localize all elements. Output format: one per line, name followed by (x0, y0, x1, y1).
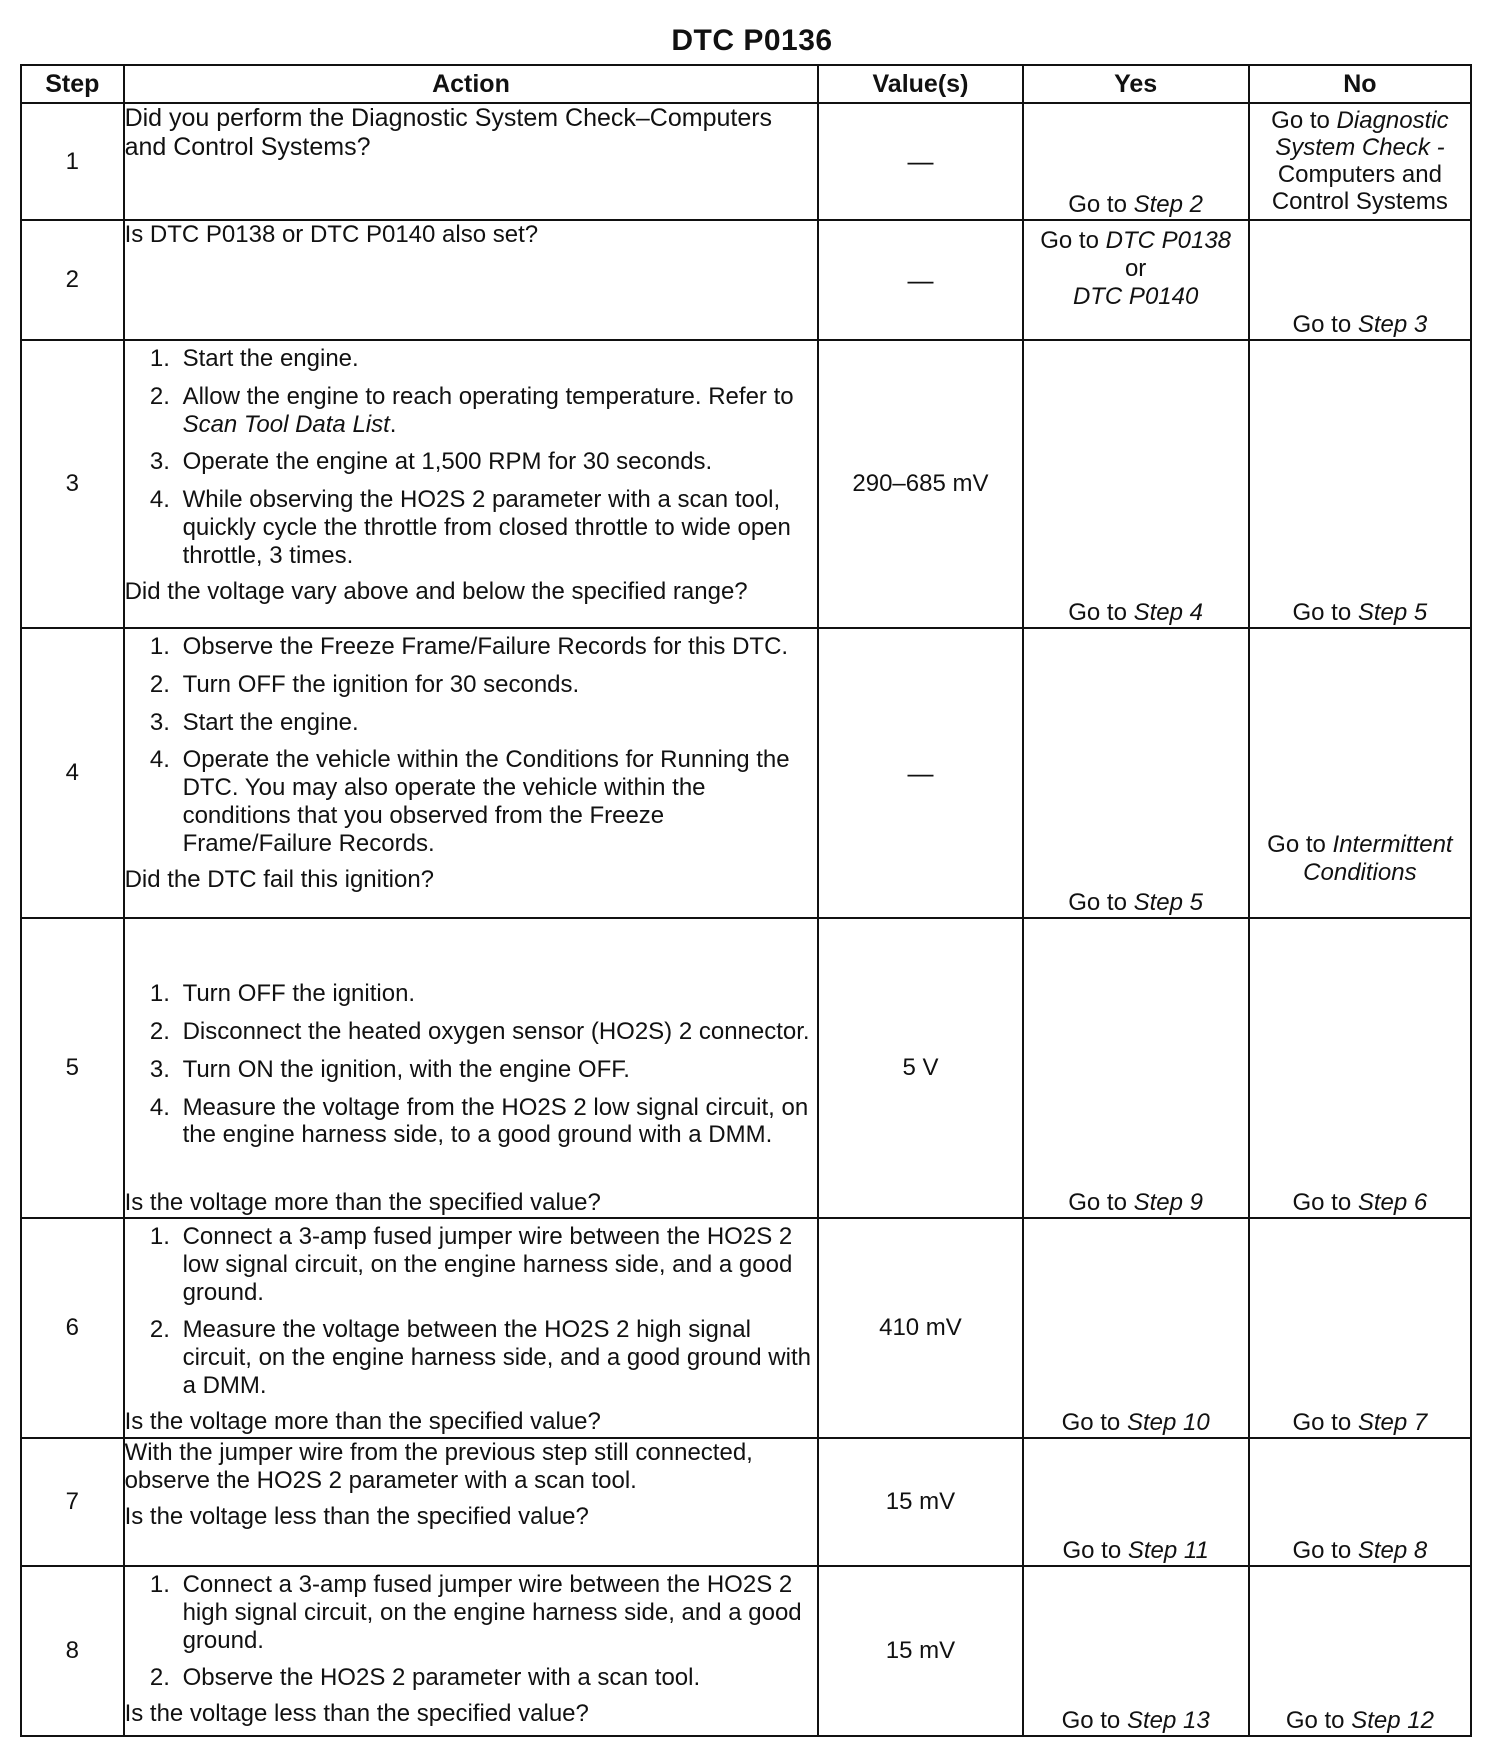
action-question: Did the DTC fail this ignition? (124, 865, 435, 893)
value-text: 410 mV (879, 1314, 962, 1342)
no-link[interactable]: Step 3 (1357, 311, 1428, 339)
action-step: 1. Connect a 3-amp fused jumper wire between the HO2S 2 high signal circuit, on the engine harness side, and a good ground. (177, 1571, 818, 1654)
action-step: 2. Measure the voltage between the HO2S 2 high signal circuit, on the engine harness side, and a good ground with a DMM. (177, 1316, 818, 1399)
header-no: No (1249, 65, 1471, 103)
action-step: 2. Observe the HO2S 2 parameter with a scan tool. (177, 1664, 818, 1692)
no-cell (1249, 103, 1471, 220)
step-number: 2 (21, 220, 124, 340)
action-text: Did you perform the Diagnostic System Check–Computers and Control Systems? (124, 104, 773, 161)
go-to-prefix: Go to (1271, 107, 1330, 134)
value-cell (818, 1438, 1022, 1566)
action-question: Is the voltage less than the specified value? (124, 1502, 589, 1530)
yes-cell (1023, 1218, 1249, 1438)
value-cell (818, 103, 1022, 220)
step-number: 6 (21, 1218, 124, 1438)
action-question: Did the voltage vary above and below the specified range? (124, 577, 748, 605)
no-link[interactable]: Intermittent Conditions (1303, 831, 1453, 887)
yes-cell (1023, 1438, 1249, 1566)
value-text: 5 V (902, 1054, 939, 1082)
step-text-end: . (389, 410, 397, 438)
yes-cell (1023, 220, 1249, 340)
go-to-prefix: Go to (1292, 1409, 1352, 1437)
value-cell (818, 1218, 1022, 1438)
value-cell (818, 220, 1022, 340)
action-step: 3. Start the engine. (177, 709, 818, 737)
or-text: or (1124, 254, 1147, 282)
go-to-prefix: Go to (1267, 831, 1326, 859)
yes-link-alt[interactable]: DTC P0140 (1072, 282, 1199, 310)
yes-cell (1023, 1566, 1249, 1736)
go-to-prefix: Go to (1068, 191, 1127, 219)
value-cell (818, 340, 1022, 628)
step-number: 5 (21, 918, 124, 1218)
yes-link[interactable]: DTC P0138 (1105, 227, 1232, 254)
no-link[interactable]: Step 12 (1351, 1707, 1434, 1735)
action-cell (124, 1438, 819, 1566)
go-to-prefix: Go to (1068, 889, 1127, 917)
go-to-prefix: Go to (1292, 1537, 1352, 1565)
action-steps (125, 980, 818, 1149)
action-cell (124, 340, 819, 628)
no-cell (1249, 1566, 1471, 1736)
yes-cell (1023, 103, 1249, 220)
action-text: With the jumper wire from the previous step still connected, observe the HO2S 2 parameter with a scan tool. (124, 1439, 753, 1494)
no-link-suffix: Computers and Control Systems (1271, 160, 1448, 215)
action-step: 1. Start the engine. (177, 345, 818, 373)
go-to-prefix: Go to (1292, 311, 1352, 339)
header-yes: Yes (1023, 65, 1249, 103)
go-to-prefix: Go to (1292, 1189, 1352, 1217)
action-step: 1. Observe the Freeze Frame/Failure Records for this DTC. (177, 633, 818, 661)
action-step (177, 383, 818, 439)
action-step: 3. Operate the engine at 1,500 RPM for 30 seconds. (177, 448, 818, 476)
go-to-prefix: Go to (1061, 1707, 1121, 1735)
action-cell (124, 628, 819, 918)
value-text: 15 mV (885, 1488, 956, 1516)
value-text: 15 mV (885, 1637, 956, 1665)
action-text: Is DTC P0138 or DTC P0140 also set? (124, 221, 539, 248)
yes-link[interactable]: Step 5 (1133, 889, 1204, 917)
scan-tool-data-list-link[interactable]: Scan Tool Data List (182, 410, 390, 438)
no-link[interactable]: Step 8 (1357, 1537, 1428, 1565)
action-step: 1. Connect a 3-amp fused jumper wire between the HO2S 2 low signal circuit, on the engine harness side, and a good ground. (177, 1223, 818, 1306)
value-text: 290–685 mV (852, 470, 989, 498)
table-row (21, 918, 1471, 1218)
step-number: 4 (21, 628, 124, 918)
no-cell (1249, 340, 1471, 628)
value-cell (818, 1566, 1022, 1736)
table-row (21, 340, 1471, 628)
go-to-prefix: Go to (1068, 1189, 1127, 1217)
yes-link[interactable]: Step 2 (1133, 191, 1204, 219)
diagnostic-table (20, 64, 1472, 1737)
no-link[interactable]: Step 7 (1357, 1409, 1428, 1437)
no-cell (1249, 918, 1471, 1218)
action-cell (124, 918, 819, 1218)
step-text: Allow the engine to reach operating temperature. Refer to (182, 382, 794, 410)
action-cell (124, 103, 819, 220)
yes-link[interactable]: Step 13 (1126, 1707, 1210, 1735)
step-number: 3 (21, 340, 124, 628)
yes-link[interactable]: Step 10 (1126, 1409, 1210, 1437)
table-row (21, 1438, 1471, 1566)
go-to-prefix: Go to (1061, 1409, 1121, 1437)
value-cell (818, 628, 1022, 918)
header-values: Value(s) (818, 65, 1022, 103)
document-title: DTC P0136 (671, 24, 833, 57)
go-to-prefix: Go to (1040, 227, 1099, 254)
yes-cell (1023, 628, 1249, 918)
no-cell (1249, 1218, 1471, 1438)
table-row (21, 103, 1471, 220)
table-row (21, 220, 1471, 340)
value-text: — (907, 757, 934, 788)
value-text: — (907, 264, 934, 295)
no-link[interactable]: Step 5 (1357, 599, 1428, 627)
action-step: 4. Operate the vehicle within the Conditions for Running the DTC. You may also operate the vehicle within the conditions that you observed from the Freeze Frame/Failure Records. (177, 746, 818, 857)
action-question: Is the voltage more than the specified value? (124, 1407, 601, 1435)
action-steps (125, 1223, 818, 1400)
no-link[interactable]: Step 6 (1357, 1189, 1428, 1217)
action-step: 4. While observing the HO2S 2 parameter with a scan tool, quickly cycle the throttle from closed throttle to wide open throttle, 3 times. (177, 486, 818, 569)
header-step: Step (21, 65, 124, 103)
action-cell (124, 1566, 819, 1736)
step-number: 8 (21, 1566, 124, 1736)
go-to-prefix: Go to (1285, 1707, 1345, 1735)
no-cell (1249, 1438, 1471, 1566)
header-action: Action (124, 65, 819, 103)
yes-link[interactable]: Step 4 (1133, 599, 1204, 627)
action-question: Is the voltage less than the specified value? (124, 1700, 589, 1728)
no-cell (1249, 220, 1471, 340)
yes-link[interactable]: Step 9 (1133, 1189, 1204, 1217)
go-to-prefix: Go to (1062, 1537, 1122, 1565)
action-step: 2. Turn OFF the ignition for 30 seconds. (177, 671, 818, 699)
action-steps (125, 633, 818, 858)
action-steps (125, 345, 818, 570)
go-to-prefix: Go to (1068, 599, 1127, 627)
action-cell (124, 1218, 819, 1438)
step-number: 1 (21, 103, 124, 220)
action-question: Is the voltage more than the specified value? (124, 1189, 601, 1217)
no-link[interactable]: Diagnostic System Check - (1275, 107, 1449, 161)
table-row (21, 628, 1471, 918)
value-text: — (907, 146, 934, 177)
action-cell (124, 220, 819, 340)
yes-link[interactable]: Step 11 (1127, 1537, 1209, 1565)
action-step: 4. Measure the voltage from the HO2S 2 low signal circuit, on the engine harness side, to a good ground with a DMM. (177, 1094, 818, 1150)
go-to-prefix: Go to (1292, 599, 1352, 627)
yes-cell (1023, 918, 1249, 1218)
no-cell (1249, 628, 1471, 918)
header-row (21, 65, 1471, 103)
action-step: 3. Turn ON the ignition, with the engine OFF. (177, 1056, 818, 1084)
yes-cell (1023, 340, 1249, 628)
action-step: 1. Turn OFF the ignition. (177, 980, 818, 1008)
action-step: 2. Disconnect the heated oxygen sensor (HO2S) 2 connector. (177, 1018, 818, 1046)
table-row (21, 1218, 1471, 1438)
step-number: 7 (21, 1438, 124, 1566)
action-steps (125, 1571, 818, 1692)
table-row (21, 1566, 1471, 1736)
value-cell (818, 918, 1022, 1218)
